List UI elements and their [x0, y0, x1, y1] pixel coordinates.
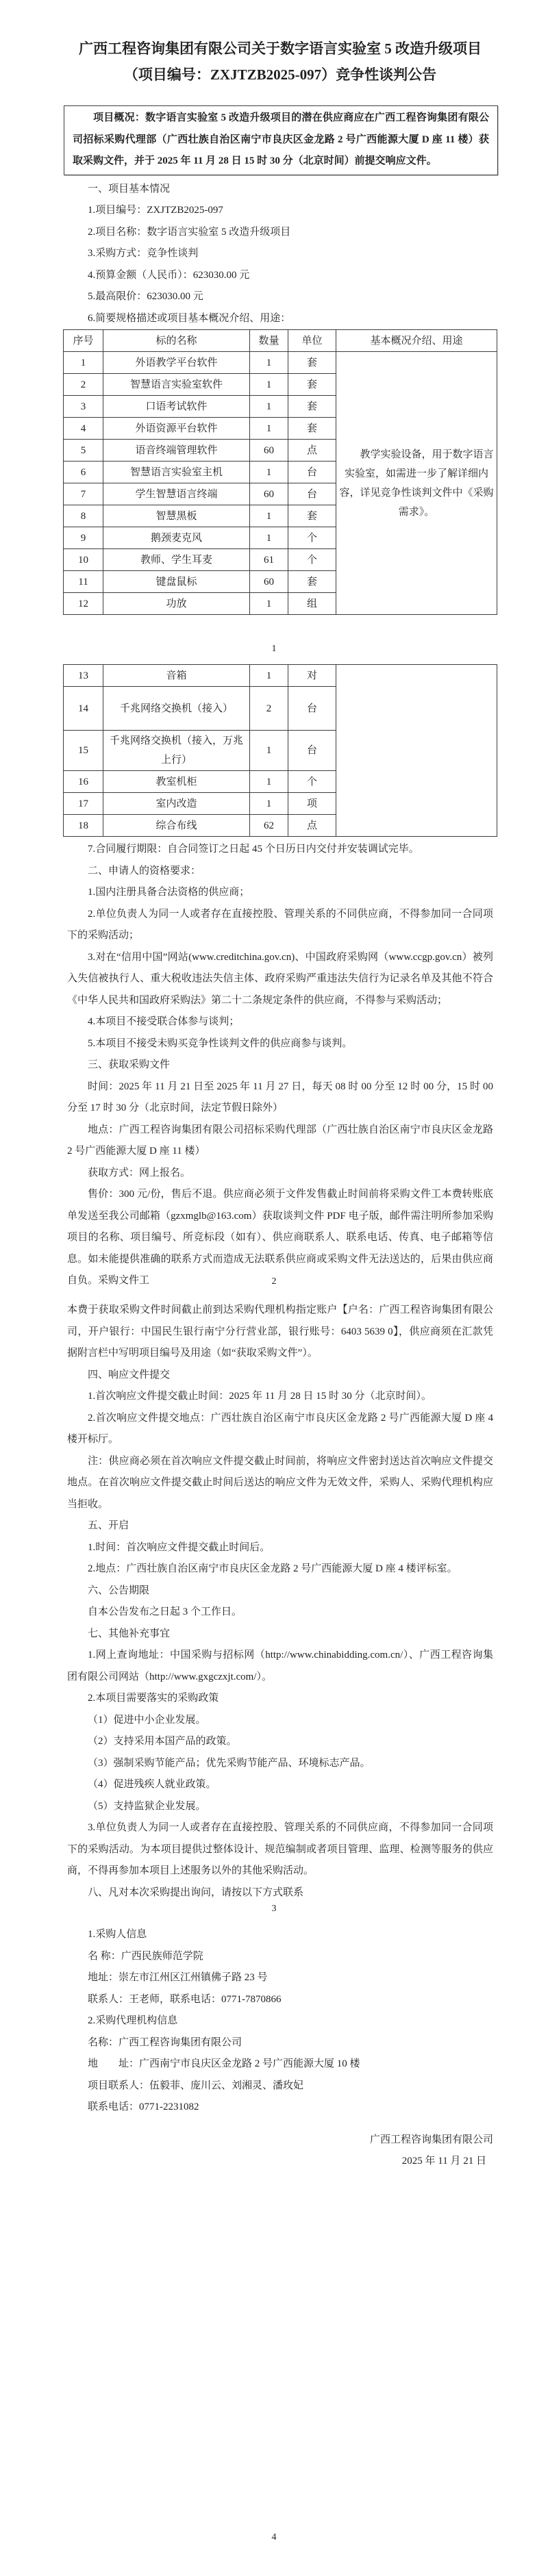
paragraph: 1.国内注册具备合法资格的供应商；: [88, 887, 250, 898]
table-cell: 14: [64, 687, 103, 731]
table-cell: 套: [288, 505, 336, 527]
table-cell: 11: [64, 571, 103, 593]
table-cell: 18: [64, 815, 103, 837]
paragraph: 1.时间：首次响应文件提交截止时间后。: [88, 1541, 271, 1553]
paragraph: 4.本项目不接受联合体参与谈判；: [88, 1016, 240, 1027]
paragraph: 7.合同履行期限：自合同签订之日起 45 个日历日内交付并安装调试完毕。: [88, 844, 419, 855]
column-header: 数量: [250, 330, 288, 352]
table-cell: 点: [288, 440, 336, 462]
paragraph: 本费于获取采购文件时间截止前到达采购代理机构指定账户【户名：广西工程咨询集团有限公司，开户银行：中国民生银行南宁分行营业部，银行账号：6403 5639 0】，供应商须在汇款凭据附言栏中写明项目编号及用途（如“获取采购文件”）。: [67, 1304, 493, 1359]
table-cell: 室内改造: [103, 793, 250, 815]
sheet-3: [0, 1291, 548, 1924]
table-cell: 套: [288, 396, 336, 418]
page-number-2: 2: [271, 1276, 277, 1287]
paragraph: 4.预算金额（人民币）：623030.00 元: [88, 269, 250, 281]
paragraph: 5.最高限价：623030.00 元: [88, 291, 203, 302]
table-merged-note-cell: 教学实验设备，用于数字语言实验室，如需进一步了解详细内容，详见竞争性谈判文件中《采购需求》。: [336, 352, 497, 615]
table-cell: 1: [64, 352, 103, 374]
paragraph: 联系电话：0771-2231082: [88, 2101, 199, 2112]
table-cell: 智慧语言实验室主机: [103, 462, 250, 483]
paragraph: 地点：广西工程咨询集团有限公司招标采购代理部（广西壮族自治区南宁市良庆区金龙路 2 号广西能源大厦 D 座 11 楼）: [67, 1124, 493, 1157]
paragraph: （1）促进中小企业发展。: [88, 1714, 206, 1726]
table-cell: 智慧语言实验室软件: [103, 374, 250, 396]
table-cell: 62: [250, 815, 288, 837]
table-cell: 台: [288, 687, 336, 731]
table-cell: 4: [64, 418, 103, 440]
table-cell: 台: [288, 731, 336, 771]
table-cell: 17: [64, 793, 103, 815]
table-cell: 1: [250, 462, 288, 483]
column-header: 基本概况介绍、用途: [336, 330, 497, 352]
table-row: [64, 665, 497, 687]
page-number-1: 1: [271, 644, 277, 654]
paragraph: 名 称：广西民族师范学院: [88, 1950, 203, 1962]
paragraph: 6.简要规格描述或项目基本概况介绍、用途：: [88, 312, 291, 324]
project-summary-box: [64, 105, 498, 175]
section-heading-basic: 一、项目基本情况: [88, 183, 171, 194]
table-cell: 千兆网络交换机（接入，万兆上行）: [103, 731, 250, 771]
table-cell: 5: [64, 440, 103, 462]
table-cell: 套: [288, 571, 336, 593]
paragraph: 八、凡对本次采购提出询问，请按以下方式联系: [88, 1886, 304, 1898]
signature-organization: 广西工程咨询集团有限公司: [369, 2134, 493, 2145]
paragraph: 3.单位负责人为同一人或者存在直接控股、管理关系的不同供应商，不得参加同一合同项下的采购活动。为本项目提供过整体设计、规范编制或者项目管理、监理、检测等服务的供应商，不得再参加本项目上述服务以外的其他采购活动。: [67, 1822, 493, 1876]
table-cell: 1: [250, 396, 288, 418]
document-title-line2: （项目编号：ZXJTZB2025-097）竞争性谈判公告: [123, 66, 437, 83]
table-cell: 15: [64, 731, 103, 771]
paragraph: 地址：崇左市江州区江州镇佛子路 23 号: [88, 1972, 268, 1983]
table-cell: 8: [64, 505, 103, 527]
table-cell: 千兆网络交换机（接入）: [103, 687, 250, 731]
table-cell: 1: [250, 505, 288, 527]
table-cell: 12: [64, 593, 103, 615]
table-cell: 1: [250, 731, 288, 771]
sheet-1: [0, 0, 548, 659]
paragraph: 注：供应商必须在首次响应文件提交截止时间前，将响应文件密封送达首次响应文件提交地点。在首次响应文件提交截止时间后送达的响应文件为无效文件，采购人、采购代理机构应当拒收。: [67, 1455, 493, 1510]
table-cell: 功放: [103, 593, 250, 615]
goods-table-page2: [63, 664, 497, 837]
table-cell: 音箱: [103, 665, 250, 687]
paragraph: 名称：广西工程咨询集团有限公司: [88, 2036, 242, 2048]
signature-date: 2025 年 11 月 21 日: [401, 2156, 486, 2167]
signature-block: [67, 2130, 493, 2173]
table-row: [64, 352, 497, 374]
paragraph: 3.采购方式：竞争性谈判: [88, 248, 199, 259]
paragraph: 二、申请人的资格要求：: [88, 865, 201, 876]
page3-paragraphs: [67, 1300, 493, 1904]
sheet-4: [0, 1924, 548, 2576]
table-cell: 2: [64, 374, 103, 396]
paragraph: （5）支持监狱企业发展。: [88, 1800, 206, 1812]
table-cell: 语音终端管理软件: [103, 440, 250, 462]
table-cell: 6: [64, 462, 103, 483]
paragraph: 1.首次响应文件提交截止时间：2025 年 11 月 28 日 15 时 30 分（北京时间）。: [88, 1391, 432, 1402]
paragraph: 六、公告期限: [88, 1584, 150, 1596]
table-cell: 智慧黑板: [103, 505, 250, 527]
table-cell: 台: [288, 462, 336, 483]
table-cell: 10: [64, 549, 103, 571]
paragraph: （3）强制采购节能产品；优先采购节能产品、环境标志产品。: [88, 1757, 371, 1769]
table-merged-note-cell: [336, 665, 497, 837]
paragraph: 2.地点：广西壮族自治区南宁市良庆区金龙路 2 号广西能源大厦 D 座 4 楼评标室。: [88, 1563, 458, 1574]
paragraph: 5.本项目不接受未购买竞争性谈判文件的供应商参与谈判。: [88, 1037, 353, 1049]
table-cell: 外语资源平台软件: [103, 418, 250, 440]
project-summary-text: 项目概况：数字语言实验室 5 改造升级项目的潜在供应商应在广西工程咨询集团有限公司招标采购代理部（广西壮族自治区南宁市良庆区金龙路 2 号广西能源大厦 D 座 11 楼）获取采购文件，并于 2025 年 11 月 28 日 15 时 30 分（北京时间）前提交响应文件。: [73, 112, 489, 166]
table-cell: 61: [250, 549, 288, 571]
table-cell: 16: [64, 771, 103, 793]
paragraph: 售价：300 元/份，售后不退。供应商必须于文件发售截止时间前将采购文件工本费转账底单发送至我公司邮箱（gzxmglb@163.com）获取谈判文件 PDF 电子版，邮件需注明所参加采购项目的名称、项目编号、所竞标段（如有）、供应商联系人、联系电话、传真、电子邮箱等信息。如未能提供准确的联系方式而造成无法联系供应商或采购文件无法送达的，后果由供应商自负。采购文件工: [67, 1189, 493, 1286]
table-cell: 教室机柜: [103, 771, 250, 793]
table-cell: 3: [64, 396, 103, 418]
paragraph: 五、开启: [88, 1520, 129, 1531]
table-cell: 项: [288, 793, 336, 815]
paragraph: 四、响应文件提交: [88, 1369, 171, 1380]
paragraph: 2.单位负责人为同一人或者存在直接控股、管理关系的不同供应商，不得参加同一合同项下的采购活动；: [67, 908, 493, 941]
sheet-2: [0, 659, 548, 1291]
table-cell: 2: [250, 687, 288, 731]
paragraph: 项目联系人：伍毅菲、庞川云、刘湘灵、潘玫妃: [88, 2080, 304, 2091]
table-cell: 综合布线: [103, 815, 250, 837]
table-cell: 台: [288, 483, 336, 505]
table-cell: 1: [250, 665, 288, 687]
table-cell: 套: [288, 418, 336, 440]
table-cell: 个: [288, 549, 336, 571]
page-number-4: 4: [271, 2532, 277, 2542]
paragraph: 时间：2025 年 11 月 21 日至 2025 年 11 月 27 日，每天 08 时 00 分至 12 时 00 分，15 时 00 分至 17 时 30 分（北京时间，法定节假日除外）: [67, 1081, 493, 1113]
paragraph: 2.项目名称：数字语言实验室 5 改造升级项目: [88, 226, 291, 238]
table-cell: 1: [250, 527, 288, 549]
paragraph: 2.采购代理机构信息: [88, 2015, 178, 2026]
table-cell: 个: [288, 771, 336, 793]
table-cell: 组: [288, 593, 336, 615]
table-cell: 教师、学生耳麦: [103, 549, 250, 571]
paragraph: 2.首次响应文件提交地点：广西壮族自治区南宁市良庆区金龙路 2 号广西能源大厦 D 座 4 楼开标厅。: [67, 1412, 493, 1445]
table-cell: 学生智慧语言终端: [103, 483, 250, 505]
table-cell: 1: [250, 593, 288, 615]
column-header: 标的名称: [103, 330, 250, 352]
column-header: 序号: [64, 330, 103, 352]
table-cell: 套: [288, 352, 336, 374]
table-cell: 1: [250, 418, 288, 440]
table-cell: 外语教学平台软件: [103, 352, 250, 374]
table-header-row: [64, 330, 497, 352]
document-title-line1: 广西工程咨询集团有限公司关于数字语言实验室 5 改造升级项目: [79, 40, 482, 57]
paragraph: 2.本项目需要落实的采购政策: [88, 1693, 219, 1704]
table-cell: 13: [64, 665, 103, 687]
paragraph: 地 址：广西南宁市良庆区金龙路 2 号广西能源大厦 10 楼: [88, 2058, 360, 2069]
basic-info-list: [67, 200, 493, 329]
paragraph: 1.网上查询地址：中国采购与招标网（http://www.chinabidding.com.cn/）、广西工程咨询集团有限公司网站（http://www.gxgczxjt.com/）。: [67, 1650, 493, 1682]
paragraph: 3.对在“信用中国”网站(www.creditchina.gov.cn)、中国政府采购网（www.ccgp.gov.cn）被列入失信被执行人、重大税收违法失信主体、政府采购严重违法失信行为记录名单及其他不符合《中华人民共和国政府采购法》第二十二条规定条件的供应商，不得参与采购活动；: [67, 951, 493, 1006]
table-cell: 1: [250, 374, 288, 396]
table-cell: 套: [288, 374, 336, 396]
paragraph: 获取方式：网上报名。: [88, 1167, 191, 1178]
table-cell: 点: [288, 815, 336, 837]
table-cell: 个: [288, 527, 336, 549]
paragraph: 自本公告发布之日起 3 个工作日。: [88, 1606, 242, 1617]
table-cell: 1: [250, 352, 288, 374]
paragraph: （4）促进残疾人就业政策。: [88, 1779, 216, 1790]
table-cell: 键盘鼠标: [103, 571, 250, 593]
table-cell: 9: [64, 527, 103, 549]
table-cell: 1: [250, 793, 288, 815]
table-cell: 7: [64, 483, 103, 505]
table-cell: 60: [250, 571, 288, 593]
table-cell: 鹅颈麦克风: [103, 527, 250, 549]
table-cell: 对: [288, 665, 336, 687]
paragraph: 联系人：王老师，联系电话：0771-7870866: [88, 1993, 282, 2005]
page4-paragraphs: [67, 1924, 493, 2119]
table-cell: 1: [250, 771, 288, 793]
table-cell: 60: [250, 483, 288, 505]
paragraph: 三、获取采购文件: [88, 1059, 171, 1070]
page2-paragraphs: [67, 839, 493, 1291]
paragraph: 1.采购人信息: [88, 1929, 147, 1940]
paragraph: 七、其他补充事宜: [88, 1628, 171, 1639]
column-header: 单位: [288, 330, 336, 352]
paragraph: 1.项目编号：ZXJTZB2025-097: [88, 205, 223, 216]
table-cell: 口语考试软件: [103, 396, 250, 418]
goods-table-page1: [63, 329, 497, 615]
paragraph: （2）支持采用本国产品的政策。: [88, 1736, 237, 1747]
table-cell: 60: [250, 440, 288, 462]
page-number-3: 3: [271, 1904, 277, 1914]
